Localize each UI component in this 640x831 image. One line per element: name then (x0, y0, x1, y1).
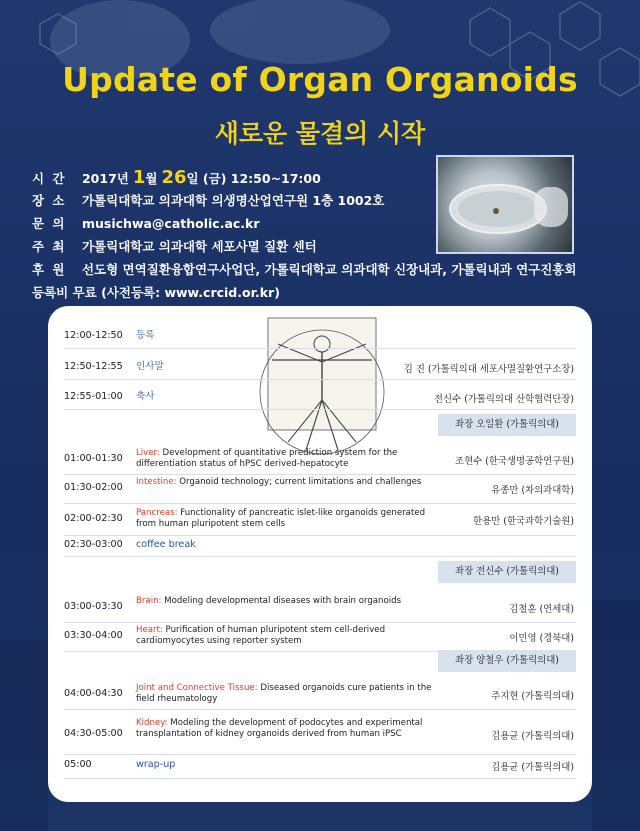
info-venue (32, 189, 592, 212)
session-chair: 좌장 전신수 (가톨릭의대) (438, 561, 576, 583)
topic-text: Functionality of pancreatic islet-like organoids generated from human pluripotent stem cells (136, 508, 426, 529)
schedule-time: 01:30-02:00 (64, 482, 123, 493)
schedule-time: 03:00-03:30 (64, 601, 123, 612)
schedule-speaker: 김용균 (가톨릭의대) (491, 762, 574, 773)
date-day: 26 (161, 167, 187, 188)
schedule-topic (136, 683, 436, 705)
schedule-topic (136, 718, 436, 740)
info-host (32, 235, 592, 258)
topic-text: Modeling developmental diseases with brain organoids (161, 596, 402, 606)
schedule-row (64, 503, 576, 536)
host-value: 가톨릭대학교 의과대학 세포사멸 질환 센터 (81, 239, 317, 254)
topic-text: coffee break (136, 539, 196, 550)
organ-keyword: Kidney: (136, 717, 168, 728)
date-year: 2017년 (81, 171, 129, 186)
schedule-time: 03:30-04:00 (64, 630, 123, 641)
schedule-row (64, 679, 576, 710)
date-month: 1 (132, 167, 146, 188)
schedule-row (64, 592, 576, 623)
schedule-topic (136, 596, 436, 607)
schedule-speaker: 주지현 (가톨릭의대) (491, 691, 574, 702)
venue-value: 가톨릭대학교 의과대학 의생명산업연구원 1층 1002호 (81, 193, 385, 208)
session-chair: 좌장 오일환 (가톨릭의대) (438, 414, 576, 436)
schedule-time: 02:00-02:30 (64, 513, 123, 524)
host-label: 주 최 (32, 239, 67, 254)
schedule-speaker: 한용만 (한국과학기술원) (473, 516, 574, 527)
topic-text: Purification of human pluripotent stem cell-derived cardiomyocytes using reporter system (136, 625, 386, 646)
schedule-topic (136, 361, 436, 373)
topic-text: Development of quantitative prediction system for the differentiation status of hPSC derived-hepatocyte (136, 448, 398, 469)
schedule-topic (136, 539, 436, 551)
schedule-speaker: 조현수 (한국생명공학연구원) (455, 456, 574, 467)
schedule-topic (136, 330, 436, 342)
schedule-speaker: 김철훈 (연세대) (509, 604, 574, 615)
info-date (32, 166, 592, 189)
contact-email[interactable]: musichwa@catholic.ac.kr (81, 216, 260, 231)
schedule-row (64, 324, 576, 349)
schedule-speaker: 유종만 (차의과대학) (491, 485, 574, 496)
session-chair: 좌장 양철우 (가톨릭의대) (438, 650, 576, 672)
topic-text: Diseased organoids cure patients in the field rheumatology (136, 683, 432, 704)
venue-label: 장 소 (32, 193, 67, 208)
contact-label: 문 의 (32, 216, 67, 231)
topic-text: 등록 (136, 330, 155, 341)
schedule-speaker: 김용균 (가톨릭의대) (491, 731, 574, 742)
schedule-time: 05:00 (64, 759, 92, 770)
page-title: Update of Organ Organoids (62, 60, 578, 99)
topic-text: Modeling the development of podocytes and experimental transplantation of kidney organoids derived from human iPSC (136, 717, 423, 739)
schedule-row (64, 385, 576, 410)
sponsor-value: 선도형 면역질환융합연구사업단, 가톨릭대학교 의과대학 신장내과, 가톨릭내과 연구진흥회 (81, 262, 577, 277)
registration-fee: 등록비 무료 (사전등록: www.crcid.or.kr) (32, 285, 280, 300)
topic-text: 인사말 (136, 361, 164, 372)
schedule-time: 02:30-03:00 (64, 539, 123, 550)
schedule-row (64, 752, 576, 779)
schedule-topic (136, 759, 436, 771)
date-rest: 일 (금) 12:50~17:00 (186, 171, 321, 186)
schedule-time: 04:30-05:00 (64, 728, 123, 739)
organ-keyword: Pancreas: (136, 508, 178, 518)
schedule-topic (136, 448, 436, 470)
info-sponsor (32, 258, 592, 281)
schedule-row (64, 355, 576, 380)
schedule-topic (136, 625, 436, 647)
date-label: 시 간 (32, 171, 67, 186)
schedule-time: 04:00-04:30 (64, 688, 123, 699)
date-month-unit: 월 (145, 171, 158, 186)
schedule-row (64, 473, 576, 504)
sponsor-label: 후 원 (32, 262, 67, 277)
organ-keyword: Joint and Connective Tissue: (136, 683, 258, 693)
organ-keyword: Intestine: (136, 477, 177, 487)
topic-text: Organoid technology; current limitations and challenges (176, 477, 422, 487)
page-subtitle: 새로운 물결의 시작 (214, 119, 426, 148)
schedule-topic (136, 391, 436, 403)
topic-text: 축사 (136, 391, 155, 402)
schedule-row (64, 621, 576, 652)
schedule-time: 12:50-12:55 (64, 361, 123, 372)
topic-text: wrap-up (136, 759, 176, 770)
schedule-row (64, 444, 576, 475)
schedule-speaker: 김 진 (가톨릭의대 세포사멸질환연구소장) (403, 364, 574, 375)
schedule-topic (136, 508, 436, 530)
schedule-panel (48, 306, 592, 802)
organ-keyword: Heart: (136, 625, 163, 635)
organ-keyword: Liver: (136, 448, 160, 458)
schedule-row (64, 534, 576, 557)
schedule-row (64, 714, 576, 755)
event-info (32, 166, 592, 304)
info-contact (32, 212, 592, 235)
organ-keyword: Brain: (136, 596, 162, 606)
schedule-speaker: 이민영 (경북대) (509, 633, 574, 644)
schedule-topic (136, 477, 436, 488)
schedule-speaker: 전신수 (가톨릭의대 산학협력단장) (433, 394, 574, 405)
schedule-time: 12:55-01:00 (64, 391, 123, 402)
schedule-time: 01:00-01:30 (64, 453, 123, 464)
schedule-time: 12:00-12:50 (64, 330, 123, 341)
